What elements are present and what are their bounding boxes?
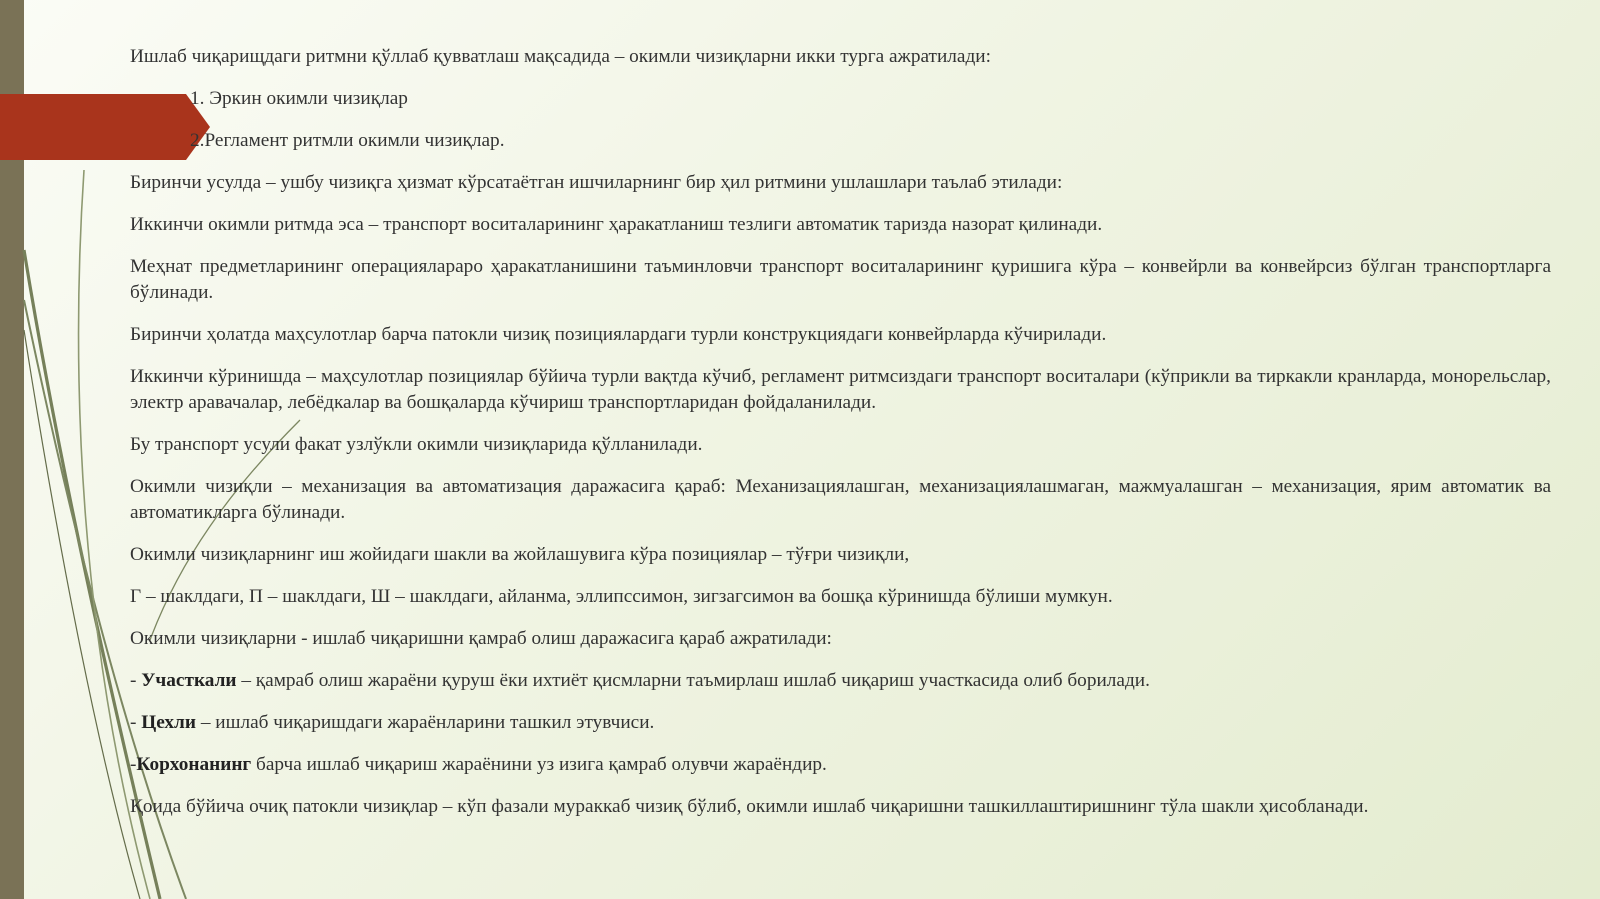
bullet-shop: - Цехли – ишлаб чиқаришдаги жараёнларини ташкил этувчиси. bbox=[130, 712, 655, 733]
bullet-sectional: - Участкали – қамраб олиш жараёни қуруш ёки ихтиёт қисмларни таъмирлаш ишлаб чиқариш участкасида олиб борилади. bbox=[130, 670, 1150, 691]
paragraph-1: Ишлаб чиқарищдаги ритмни қўллаб қувватлаш мақсадида – окимли чизиқларни икки турга ажратилади: bbox=[130, 46, 991, 67]
paragraph-8: Окимли чизиқли – механизация ва автоматизация даражасига қараб: Механизациялашган, механизациялашмаган, мажмуалашган – механизация, ярим автоматик ва автоматикларга бўлинади. bbox=[130, 476, 1551, 523]
paragraph-7: Бу транспорт усули факат узлўкли окимли чизиқларида қўлланилади. bbox=[130, 434, 703, 455]
paragraph-12: Қоида бўйича очиқ патокли чизиқлар – кўп фазали мураккаб чизиқ бўлиб, окимли ишлаб чиқаришни ташкиллаштиришнинг тўла шакли ҳисобланади. bbox=[130, 796, 1369, 817]
paragraph-3: Иккинчи окимли ритмда эса – транспорт воситаларининг ҳаракатланиш тезлиги автоматик тариздa назорат қилинади. bbox=[130, 214, 1103, 235]
list-item-1: 1. Эркин окимли чизиқлар bbox=[190, 88, 408, 109]
paragraph-4: Меҳнат предметларининг операцияларaро ҳаракатланишини таъминловчи транспорт воситаларининг қуришига кўра – конвейрли ва конвейрсиз бўлган транспортларга бўлинади. bbox=[130, 256, 1551, 303]
paragraph-2: Биринчи усулда – ушбу чизиқга ҳизмат кўрсатаётган ишчиларнинг бир ҳил ритмини ушлашлари таълаб этилади: bbox=[130, 172, 1063, 193]
paragraph-6: Иккинчи кўринишда – маҳсулотлар позициялар бўйича турли вақтда кўчиб, регламент ритмсиздаги транспорт воситалари (кўприкли ва тиркакли кранларда, монорельслар, электр аравачалар, лебёдкалар ва бошқаларда кўчириш транспортларидан фойдаланилади. bbox=[130, 366, 1551, 413]
bullet-enterprise: -Корхонанинг барча ишлаб чиқариш жараёнини уз изига қамраб олувчи жараёндир. bbox=[130, 754, 827, 775]
list-item-2: 2.Регламент ритмли окимли чизиқлар. bbox=[190, 130, 505, 151]
slide-body bbox=[130, 44, 1551, 836]
paragraph-9: Окимли чизиқларнинг иш жойидаги шакли ва жойлашувига кўра позициялар – тўғри чизиқли, bbox=[130, 544, 910, 565]
paragraph-10: Г – шаклдаги, П – шаклдаги, Ш – шаклдаги, айланма, эллипссимон, зигзагсимон ва бошқа кўринишда бўлиши мумкун. bbox=[130, 586, 1113, 607]
paragraph-11: Окимли чизиқларни - ишлаб чиқаришни қамраб олиш даражасига қараб ажратилади: bbox=[130, 628, 832, 649]
paragraph-5: Биринчи ҳолатда маҳсулотлар барча патокли чизиқ позициялардаги турли конструкциядаги конвейрларда кўчирилади. bbox=[130, 324, 1107, 345]
